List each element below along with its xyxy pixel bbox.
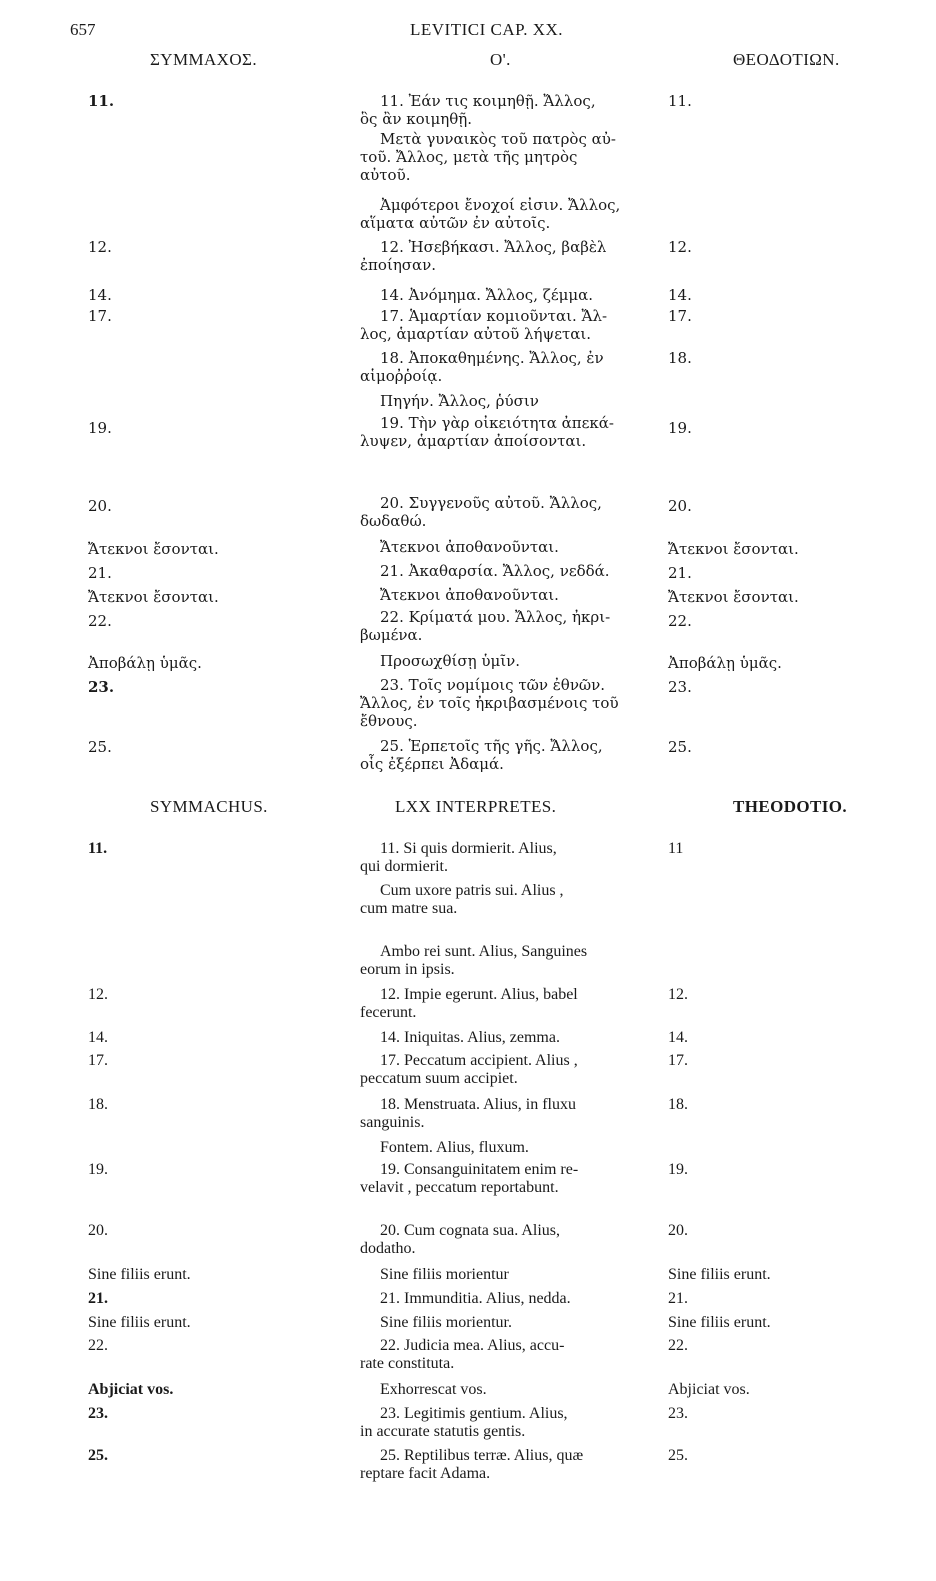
entry-21: 21. Ἀκαθαρσία. Ἄλλος, νεδδά.	[380, 562, 610, 580]
entry-14: 14. Iniquitas. Alius, zemma.	[380, 1029, 560, 1046]
page-number: 657	[70, 20, 96, 39]
entry-20-2: Sine filiis morientur	[380, 1266, 509, 1283]
entry-22: 22. Judicia mea. Alius, accu- rate constituta.	[360, 1337, 565, 1372]
verse-number: 18.	[88, 1096, 108, 1113]
running-head: LEVITICI CAP. XX.	[410, 20, 563, 39]
verse-number: 25.	[668, 1447, 688, 1464]
entry-20-2: Ἄτεκνοι ἀποθανοῦνται.	[380, 538, 559, 556]
variant-text: Ἄτεκνοι ἔσονται.	[88, 540, 219, 558]
entry-21: 21. Immunditia. Alius, nedda.	[380, 1290, 571, 1307]
greek-header-lxx: Ο'.	[490, 50, 511, 69]
verse-number: 20.	[668, 497, 692, 515]
latin-header-lxx: LXX INTERPRETES.	[395, 797, 557, 816]
variant-text: Sine filiis erunt.	[88, 1266, 191, 1283]
entry-25: 25. Ἑρπετοῖς τῆς γῆς. Ἄλλος, οἷς ἐξέρπει Ἀδαμά.	[360, 737, 603, 773]
verse-number: 21.	[88, 1290, 108, 1307]
verse-number: 14.	[668, 1029, 688, 1046]
variant-text: Sine filiis erunt.	[668, 1314, 771, 1331]
entry-20: 20. Cum cognata sua. Alius, dodatho.	[360, 1222, 560, 1257]
entry-12: 12. Impie egerunt. Alius, babel fecerunt.	[360, 986, 578, 1021]
verse-number: 20.	[88, 1222, 108, 1239]
entry-18: 18. Ἀποκαθημένης. Ἄλλος, ἐν αἱμοῤῥοίᾳ.	[360, 349, 604, 385]
verse-number: 14.	[88, 1029, 108, 1046]
verse-number: 20.	[88, 497, 112, 515]
verse-number: 14.	[668, 286, 692, 304]
variant-text: Abjiciat vos.	[88, 1381, 174, 1398]
variant-text: Ἄτεκνοι ἔσονται.	[668, 588, 799, 606]
entry-17: 17. Peccatum accipient. Alius , peccatum suum accipiet.	[360, 1052, 578, 1087]
verse-number: 12.	[88, 238, 112, 256]
verse-number: 21.	[88, 564, 112, 582]
verse-number: 14.	[88, 286, 112, 304]
verse-number: 19.	[668, 1161, 688, 1178]
entry-11-1: 11. Si quis dormierit. Alius, qui dormierit.	[360, 840, 557, 875]
verse-number: 11.	[668, 92, 692, 110]
entry-21-2: Ἄτεκνοι ἀποθανοῦνται.	[380, 586, 559, 604]
verse-number: 25.	[668, 738, 692, 756]
variant-text: Ἄτεκνοι ἔσονται.	[668, 540, 799, 558]
verse-number: 19.	[88, 1161, 108, 1178]
variant-text: Ἀποβάλῃ ὑμᾶς.	[88, 654, 202, 672]
verse-number: 17.	[668, 307, 692, 325]
verse-number: 23.	[88, 1405, 108, 1422]
verse-number: 25.	[88, 1447, 108, 1464]
entry-21-2: Sine filiis morientur.	[380, 1314, 512, 1331]
variant-text: Sine filiis erunt.	[668, 1266, 771, 1283]
verse-number: 19.	[88, 419, 112, 437]
verse-number: 21.	[668, 564, 692, 582]
verse-number: 21.	[668, 1290, 688, 1307]
verse-number: 12.	[668, 986, 688, 1003]
greek-header-symmachus: ΣΥΜΜΑΧΟΣ.	[150, 50, 257, 69]
entry-23: 23. Legitimis gentium. Alius, in accurate statutis gentis.	[360, 1405, 568, 1440]
verse-number: 23.	[668, 678, 692, 696]
entry-23: 23. Τοῖς νομίμοις τῶν ἐθνῶν. Ἄλλος, ἐν τοῖς ἠκριβασμένοις τοῦ ἔθνους.	[360, 676, 619, 730]
entry-14: 14. Ἀνόμημα. Ἄλλος, ζέμμα.	[380, 286, 594, 304]
entry-22-2: Exhorrescat vos.	[380, 1381, 487, 1398]
entry-11-1: 11. Ἐάν τις κοιμηθῇ. Ἄλλος, ὃς ἂν κοιμηθῇ.	[360, 92, 596, 128]
entry-12: 12. Ἠσεβήκασι. Ἄλλος, βαβὲλ ἐποίησαν.	[360, 238, 607, 274]
verse-number: 23.	[88, 678, 115, 696]
entry-11-3: Ἀμφότεροι ἔνοχοί εἰσιν. Ἄλλος, αἵματα αὐτῶν ἐν αὐτοῖς.	[360, 196, 621, 232]
entry-20: 20. Συγγενοῦς αὐτοῦ. Ἄλλος, δωδαθώ.	[360, 494, 602, 530]
variant-text: Abjiciat vos.	[668, 1381, 750, 1398]
entry-11-2: Cum uxore patris sui. Alius , cum matre sua.	[360, 882, 564, 917]
greek-header-theodotion: ΘΕΟΔΟΤΙΩΝ.	[733, 50, 840, 69]
entry-22-2: Προσωχθίσῃ ὑμῖν.	[380, 652, 521, 670]
variant-text: Ἄτεκνοι ἔσονται.	[88, 588, 219, 606]
variant-text: Ἀποβάλῃ ὑμᾶς.	[668, 654, 782, 672]
verse-number: 12.	[88, 986, 108, 1003]
entry-18-2: Fontem. Alius, fluxum.	[380, 1139, 529, 1156]
verse-number: 22.	[668, 612, 692, 630]
entry-18: 18. Menstruata. Alius, in fluxu sanguinis.	[360, 1096, 576, 1131]
verse-number: 22.	[88, 612, 112, 630]
verse-number: 22.	[668, 1337, 688, 1354]
entry-19: 19. Τὴν γὰρ οἰκειότητα ἀπεκά- λυψεν, ἁμαρτίαν ἀποίσονται.	[360, 414, 614, 450]
verse-number: 25.	[88, 738, 112, 756]
verse-number: 17.	[88, 1052, 108, 1069]
verse-number: 20.	[668, 1222, 688, 1239]
verse-number: 11	[668, 840, 684, 857]
verse-number: 11.	[88, 92, 115, 110]
entry-11-2: Μετὰ γυναικὸς τοῦ πατρὸς αὐ- τοῦ. Ἄλλος, μετὰ τῆς μητρὸς αὐτοῦ.	[360, 130, 616, 184]
entry-17: 17. Ἁμαρτίαν κομιοῦνται. Ἄλ- λος, ἁμαρτίαν αὐτοῦ λήψεται.	[360, 307, 608, 343]
variant-text: Sine filiis erunt.	[88, 1314, 191, 1331]
latin-header-symmachus: SYMMACHUS.	[150, 797, 268, 816]
verse-number: 11.	[88, 840, 108, 857]
entry-18-2: Πηγήν. Ἄλλος, ῥύσιν	[380, 392, 539, 410]
verse-number: 23.	[668, 1405, 688, 1422]
verse-number: 17.	[668, 1052, 688, 1069]
verse-number: 19.	[668, 419, 692, 437]
latin-header-theodotio: THEODOTIO.	[733, 797, 848, 816]
verse-number: 18.	[668, 349, 692, 367]
entry-11-3: Ambo rei sunt. Alius, Sanguines eorum in ipsis.	[360, 943, 588, 978]
verse-number: 12.	[668, 238, 692, 256]
entry-25: 25. Reptilibus terræ. Alius, quæ reptare facit Adama.	[360, 1447, 584, 1482]
verse-number: 17.	[88, 307, 112, 325]
verse-number: 22.	[88, 1337, 108, 1354]
verse-number: 18.	[668, 1096, 688, 1113]
entry-22: 22. Κρίματά μου. Ἄλλος, ἠκρι- βωμένα.	[360, 608, 611, 644]
entry-19: 19. Consanguinitatem enim re- velavit , peccatum reportabunt.	[360, 1161, 579, 1196]
